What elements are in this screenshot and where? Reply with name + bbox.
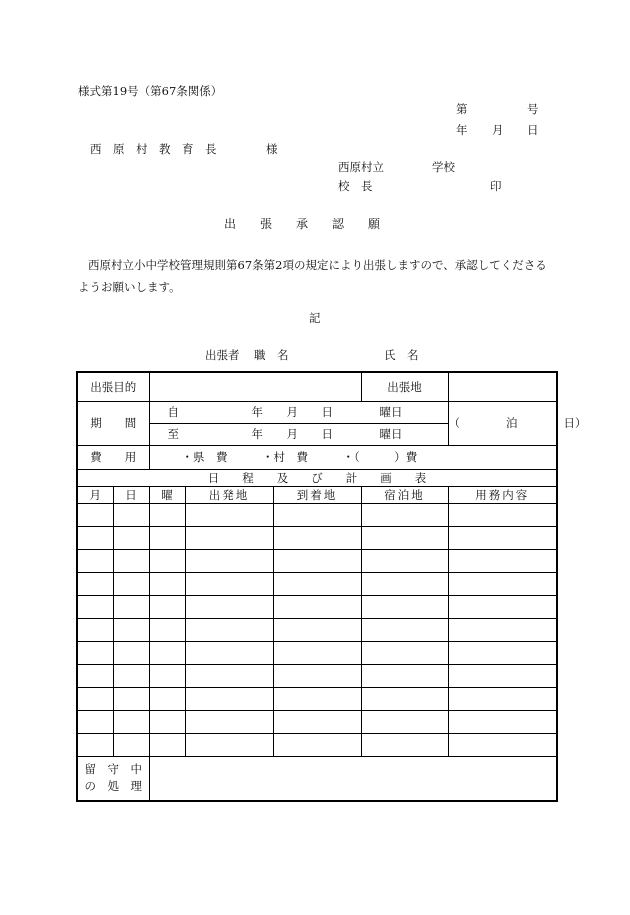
cell-departure[interactable] [185,687,273,710]
cell-departure[interactable] [185,710,273,733]
cell-weekday[interactable] [149,549,185,572]
cell-month[interactable] [77,572,113,595]
cell-day[interactable] [113,595,149,618]
cell-business[interactable] [448,526,557,549]
cell-month[interactable] [77,687,113,710]
cell-day[interactable] [113,526,149,549]
date-hi: 日 [527,123,539,137]
schedule-row [77,572,557,595]
to-nen: 年 [251,426,263,441]
cell-arrival[interactable] [273,595,361,618]
cell-arrival[interactable] [273,526,361,549]
to-youbi: 曜日 [379,426,403,441]
cell-lodging[interactable] [361,572,448,595]
cost-row [77,445,557,469]
cell-month[interactable] [77,595,113,618]
cell-arrival[interactable] [273,710,361,733]
cell-lodging[interactable] [361,687,448,710]
sender-school-prefix: 西原村立 [338,160,384,174]
schedule-row [77,503,557,526]
cell-lodging[interactable] [361,549,448,572]
cell-lodging[interactable] [361,503,448,526]
schedule-header-row [77,486,557,503]
cell-day[interactable] [113,618,149,641]
cell-arrival[interactable] [273,641,361,664]
header-day: 日 [113,486,149,503]
rusu-row [77,756,557,801]
cell-departure[interactable] [185,572,273,595]
cell-weekday[interactable] [149,641,185,664]
cell-business[interactable] [448,641,557,664]
cell-weekday[interactable] [149,503,185,526]
cell-weekday[interactable] [149,710,185,733]
cell-departure[interactable] [185,664,273,687]
purpose-field[interactable] [149,372,361,401]
header-departure: 出発地 [185,486,273,503]
body-text: 西原村立小中学校管理規則第67条第2項の規定により出張しますので、承認してくださるようお願いします。 [78,258,547,294]
cell-weekday[interactable] [149,618,185,641]
header-weekday: 曜 [149,486,185,503]
to-tsuki: 月 [286,426,298,441]
cell-month[interactable] [77,618,113,641]
cell-day[interactable] [113,687,149,710]
cell-arrival[interactable] [273,503,361,526]
purpose-row [77,372,557,401]
schedule-row [77,687,557,710]
cell-business[interactable] [448,664,557,687]
cell-day[interactable] [113,641,149,664]
cell-lodging[interactable] [361,664,448,687]
sender-school-suffix: 学校 [432,160,455,174]
cell-month[interactable] [77,733,113,756]
cell-weekday[interactable] [149,595,185,618]
schedule-row [77,710,557,733]
cell-business[interactable] [448,618,557,641]
cell-business[interactable] [448,733,557,756]
schedule-row [77,664,557,687]
cell-month[interactable] [77,526,113,549]
period-to[interactable] [149,423,448,445]
cell-weekday[interactable] [149,664,185,687]
schedule-row [77,733,557,756]
cell-business[interactable] [448,687,557,710]
rusu-label-line2: の 処 理 [84,779,142,794]
cell-departure[interactable] [185,641,273,664]
cell-business[interactable] [448,503,557,526]
cell-weekday[interactable] [149,687,185,710]
cell-day[interactable] [113,503,149,526]
date-tsuki: 月 [492,123,504,137]
addressee-sama: 様 [266,142,278,156]
cell-lodging[interactable] [361,641,448,664]
cell-day[interactable] [113,664,149,687]
header-arrival: 到着地 [273,486,361,503]
schedule-title-row [77,469,557,486]
cell-departure[interactable] [185,526,273,549]
cost-options[interactable]: ・県 費 ・村 費 ・（ ）費 [149,445,557,469]
schedule-row [77,641,557,664]
cell-day[interactable] [113,710,149,733]
header-month: 月 [77,486,113,503]
cell-business[interactable] [448,710,557,733]
cell-departure[interactable] [185,503,273,526]
from-youbi: 曜日 [379,404,403,419]
sender-principal: 校 長 [338,179,373,193]
cell-lodging[interactable] [361,595,448,618]
rusu-label [77,756,149,801]
cell-departure[interactable] [185,549,273,572]
cell-arrival[interactable] [273,618,361,641]
cell-arrival[interactable] [273,549,361,572]
schedule-row [77,549,557,572]
cell-lodging[interactable] [361,733,448,756]
cell-arrival[interactable] [273,664,361,687]
cell-month[interactable] [77,664,113,687]
traveler-shimei: 氏 名 [384,348,419,362]
cell-arrival[interactable] [273,687,361,710]
addressee-name: 西 原 村 教 育 長 [90,142,217,156]
schedule-row [77,526,557,549]
cell-lodging[interactable] [361,618,448,641]
destination-field[interactable] [448,372,557,401]
sender-seal: 印 [490,179,502,193]
cell-month[interactable] [77,549,113,572]
cell-lodging[interactable] [361,710,448,733]
from-hi: 日 [321,404,333,419]
destination-label: 出張地 [361,372,448,401]
cell-day[interactable] [113,733,149,756]
cell-month[interactable] [77,503,113,526]
from-nen: 年 [251,404,263,419]
cell-weekday[interactable] [149,733,185,756]
from-label: 自 [167,404,179,419]
purpose-label: 出張目的 [77,372,149,401]
doc-no-go: 号 [527,102,539,116]
rusu-label-line1: 留 守 中 [84,762,142,777]
header-lodging: 宿泊地 [361,486,448,503]
rusu-field[interactable] [149,756,557,801]
traveler-label: 出張者 [205,348,240,362]
cell-day[interactable] [113,572,149,595]
schedule-row [77,618,557,641]
cell-business[interactable] [448,595,557,618]
cell-arrival[interactable] [273,572,361,595]
cell-departure[interactable] [185,595,273,618]
doc-no-dai: 第 [456,102,468,116]
travel-form-table [76,371,587,802]
header-business: 用務内容 [448,486,557,503]
period-from[interactable] [149,401,448,423]
to-label: 至 [167,426,179,441]
document-title: 出 張 承 認 願 [224,217,381,231]
cell-month[interactable] [77,710,113,733]
period-label: 期 間 [77,401,149,445]
cost-label: 費 用 [77,445,149,469]
cell-departure[interactable] [185,733,273,756]
cell-weekday[interactable] [149,526,185,549]
cell-day[interactable] [113,549,149,572]
cell-arrival[interactable] [273,733,361,756]
schedule-title: 日 程 及 び 計 画 表 [77,469,557,486]
cell-business[interactable] [448,549,557,572]
ki-label: 記 [309,311,321,325]
schedule-row [77,595,557,618]
stay-field[interactable]: （ 泊 日） [448,401,557,445]
cell-lodging[interactable] [361,526,448,549]
period-from-row [77,401,557,423]
cell-weekday[interactable] [149,572,185,595]
cell-business[interactable] [448,572,557,595]
date-nen: 年 [456,123,468,137]
from-tsuki: 月 [286,404,298,419]
cell-departure[interactable] [185,618,273,641]
to-hi: 日 [321,426,333,441]
cell-month[interactable] [77,641,113,664]
traveler-shokumei: 職 名 [254,348,289,362]
form-label: 様式第19号（第67条関係） [78,84,223,98]
